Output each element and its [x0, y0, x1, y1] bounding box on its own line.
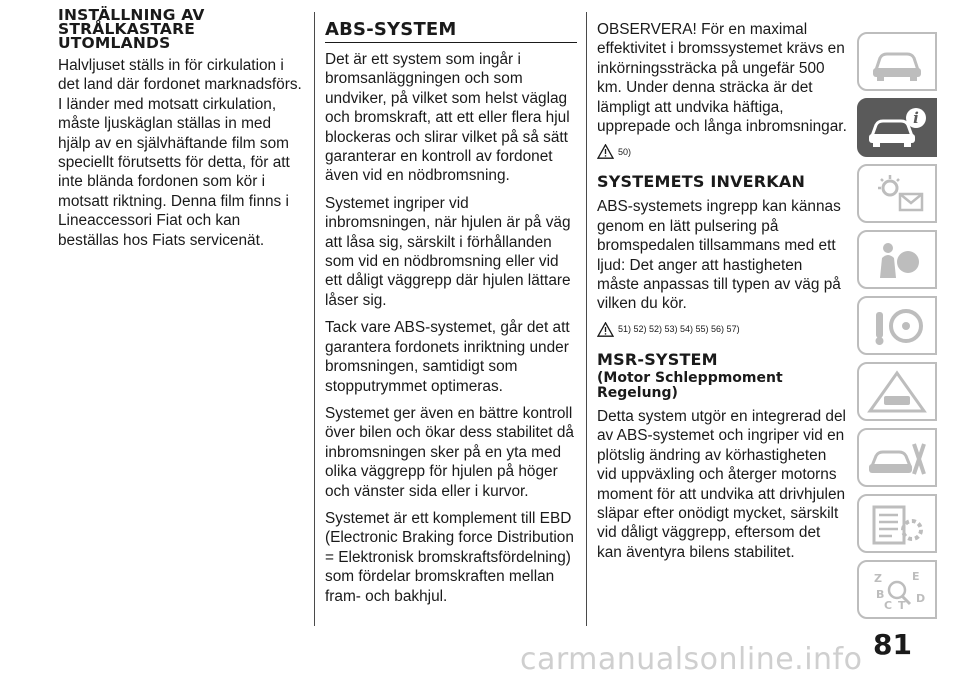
warning-reference-text: 51) 52) 52) 53) 54) 55) 56) 57): [618, 324, 740, 335]
technical-data-icon: [866, 502, 928, 546]
maintenance-icon: [866, 436, 928, 480]
abs-paragraph-3: Tack vare ABS-systemet, går det att garantera fordonets inriktning under bromsningen, samtidigt som stopputrymmet optimeras.: [325, 319, 570, 395]
tab-lights-warnings[interactable]: [857, 164, 937, 223]
column-1: [58, 8, 304, 258]
section-heading-abs: ABS-SYSTEM: [325, 20, 577, 43]
headlamp-paragraph: Halvljuset ställs in för cirkulation i det land där fordonet marknadsförs. I länder med motsatt cirkulation, måste ljuskäglan ställas in med hjälp av en självhäftande film som speciellt förutsetts för detta, för att inte blända fordonen som kör i motsatt riktning. Denna film finns i Lineaccessori Fiat och kan beställas hos Fiats servicenät.: [58, 57, 302, 249]
abs-paragraph-5: Systemet är ett komplement till EBD (Electronic Braking force Distribution = Elektronisk bromskraftsfördelning) som fördelar bromskraften mellan fram- och bakhjul.: [325, 509, 574, 605]
tab-emergency[interactable]: [857, 362, 937, 421]
tab-maintenance[interactable]: [857, 428, 937, 487]
car-info-icon: [866, 106, 928, 150]
svg-text:T: T: [898, 598, 906, 612]
tab-starting-driving[interactable]: [857, 296, 937, 355]
system-effect-paragraph: ABS-systemets ingrepp kan kännas genom en lätt pulsering på bromspedalen tillsammans med ett ljud: Det anger att hastigheten måste anpassas till typen av väg på vilken du kör.: [597, 198, 841, 313]
msr-subheading: (Motor Schleppmoment Regelung): [597, 369, 783, 401]
tab-car[interactable]: [857, 32, 937, 91]
column-divider: [586, 12, 587, 626]
warning-reference: [597, 144, 847, 159]
column-3: [597, 20, 847, 570]
svg-text:B: B: [876, 587, 885, 601]
svg-text:Z: Z: [874, 571, 882, 585]
safety-airbag-icon: [866, 238, 928, 282]
column-divider: [314, 12, 315, 626]
abs-paragraph-4: Systemet ger även en bättre kontroll över bilen och ökar dess stabilitet då inbromsningen sker på en yta med olika väggrepp för hjulen på höger och vänster sida eller i kurvor.: [325, 404, 574, 500]
note-paragraph: OBSERVERA! För en maximal effektivitet i bromssystemet krävs en inkörningssträcka på ungefär 500 km. Under denna sträcka är det lämpligt att undvika häftiga, upprepade och långa inbromsningar.: [597, 21, 847, 136]
tab-technical-data[interactable]: [857, 494, 937, 553]
emergency-icon: [866, 370, 928, 414]
lights-warning-icon: [866, 172, 928, 216]
abs-paragraph-2: Systemet ingriper vid inbromsningen, när hjulen är på väg att låsa sig, särskilt i förhållanden som vid en nödbromsning eller vid ett dåligt väggrepp där hjulen lättare låser sig.: [325, 194, 571, 309]
msr-paragraph: Detta system utgör en integrerad del av ABS-systemet och ingriper vid en plötslig ändring av körhastigheten vid uppväxling och återger motorns moment för att undvika att drivhjulen släpar efter onödigt mycket, särskilt vid dåligt väggrepp, eftersom det kan äventyra bilens stabilitet.: [597, 407, 846, 561]
warning-triangle-icon: [597, 144, 614, 159]
section-heading-headlamp-abroad: INSTÄLLNING AV STRÅLKASTARE UTOMLANDS: [58, 6, 205, 52]
svg-text:E: E: [912, 569, 920, 583]
svg-text:i: i: [913, 108, 919, 127]
chapter-tabs: [857, 32, 937, 626]
tab-safety[interactable]: [857, 230, 937, 289]
column-2: [325, 20, 577, 614]
svg-text:D: D: [916, 591, 926, 605]
starting-driving-icon: [866, 304, 928, 348]
svg-text:C: C: [884, 598, 893, 612]
index-icon: [866, 568, 928, 612]
section-heading-system-effect: SYSTEMETS INVERKAN: [597, 172, 806, 192]
tab-index[interactable]: [857, 560, 937, 619]
page-number: 81: [873, 628, 912, 661]
tab-car-info[interactable]: [857, 98, 937, 157]
warning-reference: [597, 322, 847, 337]
abs-paragraph-1: Det är ett system som ingår i bromsanläggningen och som undviker, på vilket som helst väglag och bromskraft, att ett eller flera hjul blockeras och slirar vilket på så sätt garanterar en kontroll av fordonet även vid en nödbromsning.: [325, 51, 570, 185]
warning-reference-text: 50): [618, 146, 632, 157]
warning-triangle-icon: [597, 322, 614, 337]
watermark: carmanualsonline.info: [520, 642, 863, 677]
car-icon: [866, 40, 928, 84]
section-heading-msr: MSR-SYSTEM: [597, 349, 718, 369]
